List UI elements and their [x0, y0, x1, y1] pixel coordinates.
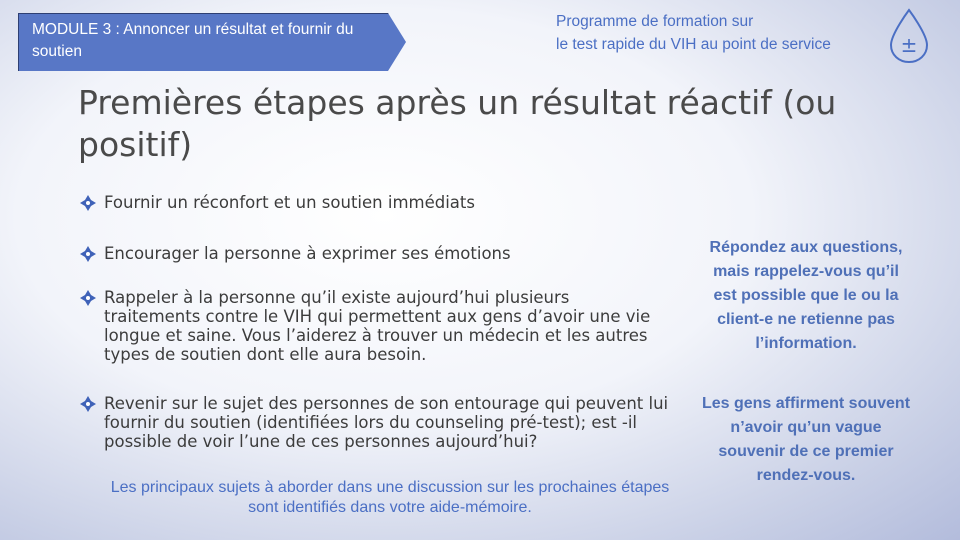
- program-title: [556, 10, 896, 56]
- bullet-item: [80, 394, 690, 451]
- bullet-text: Fournir un réconfort et un soutien immédiats: [104, 193, 475, 212]
- bullet-text: Rappeler à la personne qu’il existe aujourd’hui plusieurs traitements contre le VIH qui permettent aux gens d’avoir une vie longue et saine. Vous l’aiderez à trouver un médecin et les autres types de soutien dont elle aura besoin.: [104, 288, 651, 364]
- plus-minus-symbol: ±: [900, 33, 918, 57]
- page-title: Premières étapes après un résultat réactif (ou positif): [78, 83, 837, 164]
- side-note: Répondez aux questions, mais rappelez-vous qu’il est possible que le ou la client-e ne retienne pas l’information.: [709, 239, 903, 352]
- bullet-item: [80, 193, 700, 212]
- diamond-bullet-icon: [80, 195, 96, 211]
- side-note: Les gens affirment souvent n’avoir qu’un vague souvenir de ce premier rendez-vous.: [701, 395, 911, 484]
- bullet-item: [80, 244, 700, 263]
- program-title-line1: Programme de formation sur: [556, 13, 754, 30]
- plus-minus-drop-icon: [888, 8, 930, 64]
- bullet-text: Encourager la personne à exprimer ses émotions: [104, 244, 511, 263]
- bullet-item: [80, 288, 670, 364]
- diamond-bullet-icon: [80, 290, 96, 306]
- bullet-text: Revenir sur le sujet des personnes de son entourage qui peuvent lui fournir du soutien (identifiées lors du counseling pré-test); est -il possible de voir l’une de ces personnes aujourd’hui?: [104, 394, 669, 451]
- aide-memoire-note: Les principaux sujets à aborder dans une discussion sur les prochaines étapes sont identifiés dans votre aide-mémoire.: [110, 479, 670, 516]
- module-label: MODULE 3 : Annoncer un résultat et fournir du soutien: [32, 21, 354, 60]
- diamond-bullet-icon: [80, 396, 96, 412]
- diamond-bullet-icon: [80, 246, 96, 262]
- program-title-line2: le test rapide du VIH au point de service: [556, 36, 831, 53]
